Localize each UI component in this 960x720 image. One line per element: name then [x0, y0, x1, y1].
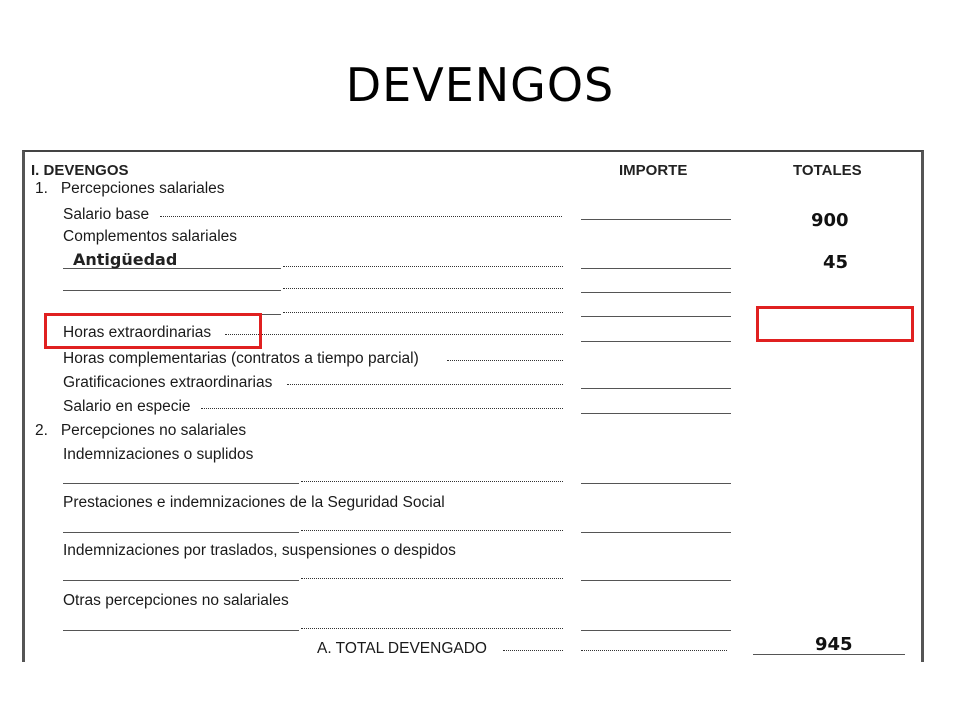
label-otras-percepciones: Otras percepciones no salariales	[63, 592, 289, 609]
section-heading: I. DEVENGOS	[31, 162, 129, 179]
dotted-leader	[447, 358, 563, 361]
value-total-devengado: 945	[815, 634, 853, 655]
importe-line	[581, 316, 731, 317]
dotted-leader	[225, 332, 563, 335]
blank-line	[63, 630, 299, 631]
blank-line	[63, 483, 299, 484]
slide-title: DEVENGOS	[345, 58, 615, 112]
importe-line	[581, 341, 731, 342]
importe-line	[581, 630, 731, 631]
importe-line	[581, 532, 731, 533]
dotted-leader	[301, 576, 563, 579]
label-traslados: Indemnizaciones por traslados, suspensiones o despidos	[63, 542, 456, 559]
importe-line	[581, 413, 731, 414]
dotted-leader	[201, 406, 563, 409]
value-antiguedad: 45	[823, 252, 849, 273]
column-header-totales: TOTALES	[793, 162, 862, 179]
dotted-leader	[503, 648, 563, 651]
value-salario-base: 900	[811, 210, 849, 231]
label-complementos: Complementos salariales	[63, 228, 238, 245]
group-heading-salariales: 1. Percepciones salariales	[35, 180, 225, 197]
dotted-leader	[283, 286, 563, 289]
label-horas-complementarias: Horas complementarias (contratos a tiempo parcial)	[63, 350, 419, 367]
importe-line	[581, 483, 731, 484]
importe-line	[581, 580, 731, 581]
label-salario-especie: Salario en especie	[63, 398, 191, 415]
dotted-leader	[301, 528, 563, 531]
dotted-leader	[283, 264, 563, 267]
payroll-form	[22, 150, 924, 662]
importe-line	[581, 292, 731, 293]
dotted-leader	[160, 214, 562, 217]
blank-line	[63, 532, 299, 533]
blank-line	[63, 290, 281, 291]
importe-line	[581, 388, 731, 389]
dotted-leader	[301, 626, 563, 629]
highlight-horas-extraordinarias	[44, 313, 262, 349]
dotted-leader	[301, 479, 563, 482]
label-salario-base: Salario base	[63, 206, 150, 223]
annotation-antiguedad: Antigüedad	[73, 250, 178, 269]
column-header-importe: IMPORTE	[619, 162, 688, 179]
dotted-leader	[283, 310, 563, 313]
label-total-devengado: A. TOTAL DEVENGADO	[317, 640, 487, 657]
highlight-totales-cell	[756, 306, 914, 342]
dotted-leader	[287, 382, 563, 385]
importe-line	[581, 219, 731, 220]
dotted-leader	[581, 648, 727, 651]
label-prestaciones: Prestaciones e indemnizaciones de la Seguridad Social	[63, 494, 445, 511]
importe-line	[581, 268, 731, 269]
blank-line	[63, 580, 299, 581]
label-horas-extraordinarias: Horas extraordinarias	[63, 324, 212, 341]
label-indemnizaciones: Indemnizaciones o suplidos	[63, 446, 254, 463]
label-gratificaciones: Gratificaciones extraordinarias	[63, 374, 273, 391]
group-heading-no-salariales: 2. Percepciones no salariales	[35, 422, 247, 439]
